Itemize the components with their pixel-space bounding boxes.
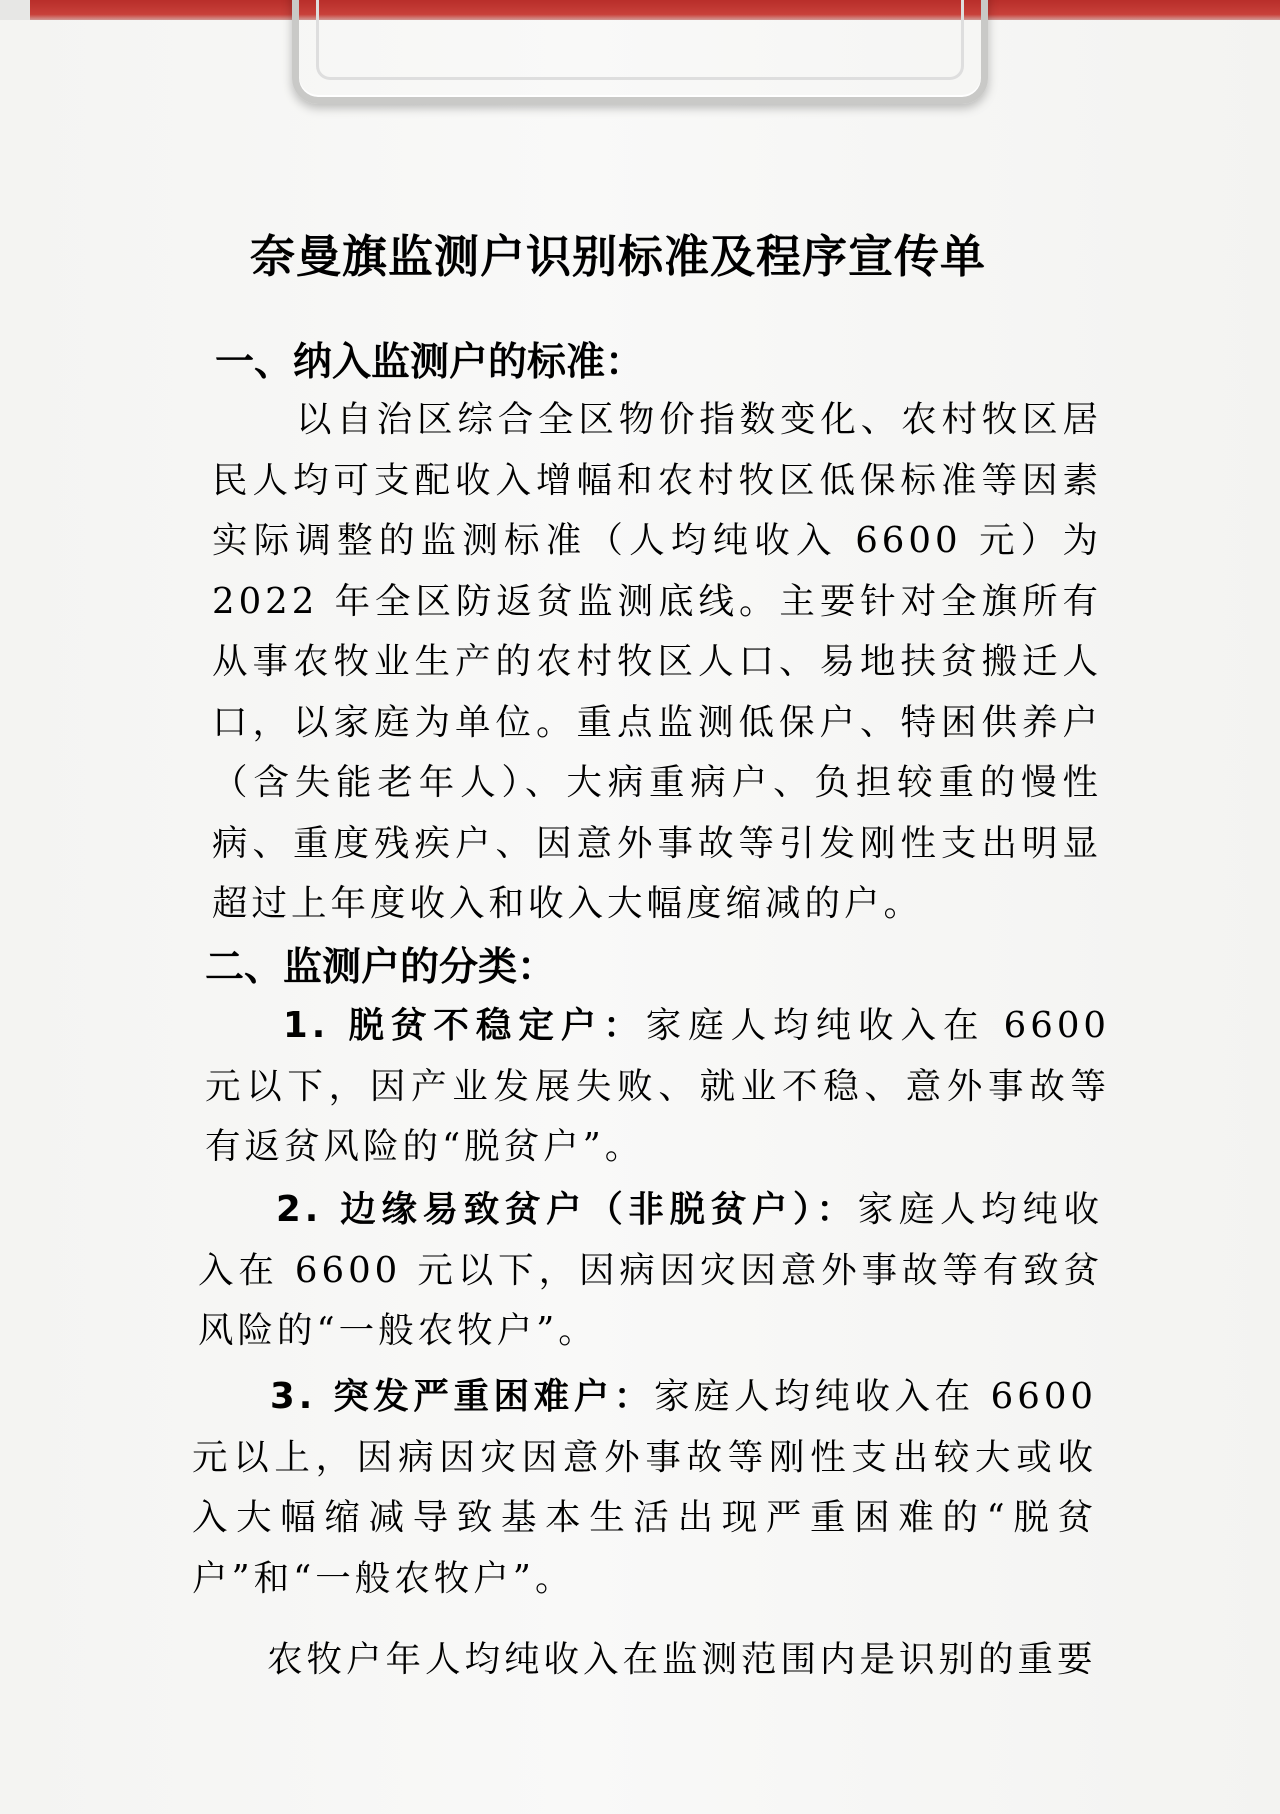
- category-item-2: [198, 1180, 1103, 1362]
- document-title: 奈曼旗监测户识别标准及程序宣传单: [250, 230, 987, 283]
- category-item-1: [205, 996, 1110, 1178]
- category-label: 2. 边缘易致贫户（非脱贫户）：: [276, 1189, 858, 1230]
- closing-paragraph: 农牧户年人均纯收入在监测范围内是识别的重要: [267, 1639, 1097, 1680]
- section1-paragraph: 以自治区综合全区物价指数变化、农村牧区居民人均可支配收入增幅和农村牧区低保标准等因素实际调整的监测标准（人均纯收入 6600 元）为 2022 年全区防返贫监测底线。主要针对全旗所有从事农牧业生产的农村牧区人口、易地扶贫搬迁人口，以家庭为单位。重点监测低保户、特困供养户（含失能老年人）、大病重病户、负担较重的慢性病、重度残疾户、因意外事故等引发刚性支出明显超过上年度收入和收入大幅度缩减的户。: [212, 399, 1102, 924]
- category-label: 3. 突发严重困难户：: [270, 1376, 654, 1417]
- category-label: 1. 脱贫不稳定户：: [283, 1005, 646, 1046]
- category-item-3: [192, 1367, 1097, 1609]
- category-text: 家庭人均纯收入在 6600 元以上，因病因灾因意外事故等刚性支出较大或收入大幅缩减导致基本生活出现严重困难的“脱贫户”和“一般农牧户”。: [192, 1376, 1097, 1599]
- section1-heading: 一、纳入监测户的标准：: [215, 340, 645, 385]
- metal-clip-inner: [316, 0, 964, 80]
- section2-heading: 二、监测户的分类：: [205, 945, 557, 990]
- category-text: 家庭人均纯收入在 6600 元以下，因产业发展失败、就业不稳、意外事故等有返贫风险的“脱贫户”。: [205, 1005, 1110, 1167]
- category-text: 家庭人均纯收入在 6600 元以下，因病因灾因意外事故等有致贫风险的“一般农牧户”。: [198, 1189, 1103, 1351]
